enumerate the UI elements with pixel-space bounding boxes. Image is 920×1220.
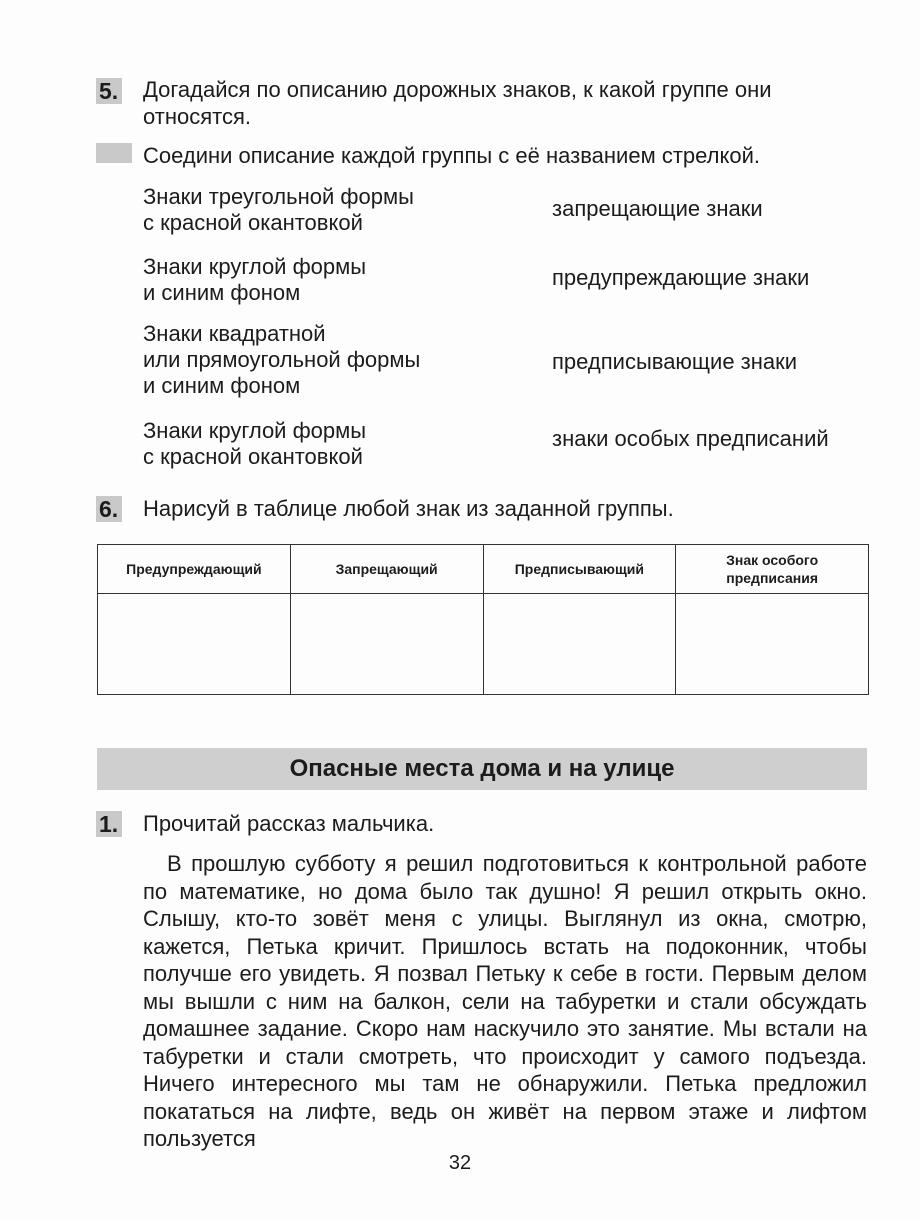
description-3-line2: или прямоугольной формы bbox=[143, 347, 421, 372]
task6-number: 6. bbox=[96, 496, 122, 522]
group-1: запрещающие знаки bbox=[552, 196, 763, 221]
task5-line1: Догадайся по описанию дорожных знаков, к какой группе они bbox=[143, 77, 772, 102]
description-2-line2: и синим фоном bbox=[143, 280, 301, 305]
task5-number: 5. bbox=[96, 78, 122, 104]
task6-text: Нарисуй в таблице любой знак из заданной группы. bbox=[143, 496, 674, 521]
task5-line2: относятся. bbox=[143, 104, 251, 129]
task5-line3: Соедини описание каждой группы с её названием стрелкой. bbox=[143, 143, 760, 168]
description-4-line1: Знаки круглой формы bbox=[143, 418, 367, 443]
story-text: В прошлую субботу я решил подготовиться к контрольной работе по математике, но дома было так душно! Я решил открыть окно. Слышу, кто-то зовёт меня с улицы. Выглянул из окна, смотрю, кажется, Петька кричит. Пришлось встать на подоконник, чтобы получше его увидеть. Я позвал Петьку к себе в гости. Первым делом мы вышли с ним на балкон, сели на табуретки и стали обсуждать домашнее задание. Скоро нам наскучило это занятие. Мы встали на табуретки и стали смотреть, что происходит у самого подъезда. Ничего интересного мы там не обнаружили. Петька предложил покататься на лифте, ведь он живёт на первом этаже и лифтом пользуется bbox=[143, 851, 867, 1151]
drawing-cell-warning[interactable] bbox=[98, 594, 291, 695]
header-warning: Предупреждающий bbox=[98, 545, 291, 594]
section-title: Опасные места дома и на улице bbox=[289, 755, 675, 782]
table-header-row bbox=[98, 545, 869, 594]
task5-marker bbox=[96, 143, 132, 163]
description-1-line2: с красной окантовкой bbox=[143, 210, 363, 235]
description-1-line1: Знаки треугольной формы bbox=[143, 184, 414, 209]
description-3-line1: Знаки квадратной bbox=[143, 321, 326, 346]
group-3: предписывающие знаки bbox=[552, 349, 798, 374]
header-mandatory: Предписывающий bbox=[483, 545, 676, 594]
group-2: предупреждающие знаки bbox=[552, 265, 810, 290]
table-drawing-row bbox=[98, 594, 869, 695]
drawing-cell-mandatory[interactable] bbox=[483, 594, 676, 695]
header-prohibiting: Запрещающий bbox=[290, 545, 483, 594]
drawing-cell-prohibiting[interactable] bbox=[290, 594, 483, 695]
task1-number: 1. bbox=[96, 811, 122, 837]
signs-table bbox=[97, 544, 869, 695]
description-2-line1: Знаки круглой формы bbox=[143, 254, 367, 279]
drawing-cell-special[interactable] bbox=[676, 594, 869, 695]
page-number: 32 bbox=[448, 1152, 472, 1174]
description-4-line2: с красной окантовкой bbox=[143, 444, 363, 469]
task1-text: Прочитай рассказ мальчика. bbox=[143, 811, 435, 836]
header-special: Знак особого предписания bbox=[676, 545, 869, 594]
description-3-line3: и синим фоном bbox=[143, 373, 301, 398]
group-4: знаки особых предписаний bbox=[552, 426, 829, 451]
